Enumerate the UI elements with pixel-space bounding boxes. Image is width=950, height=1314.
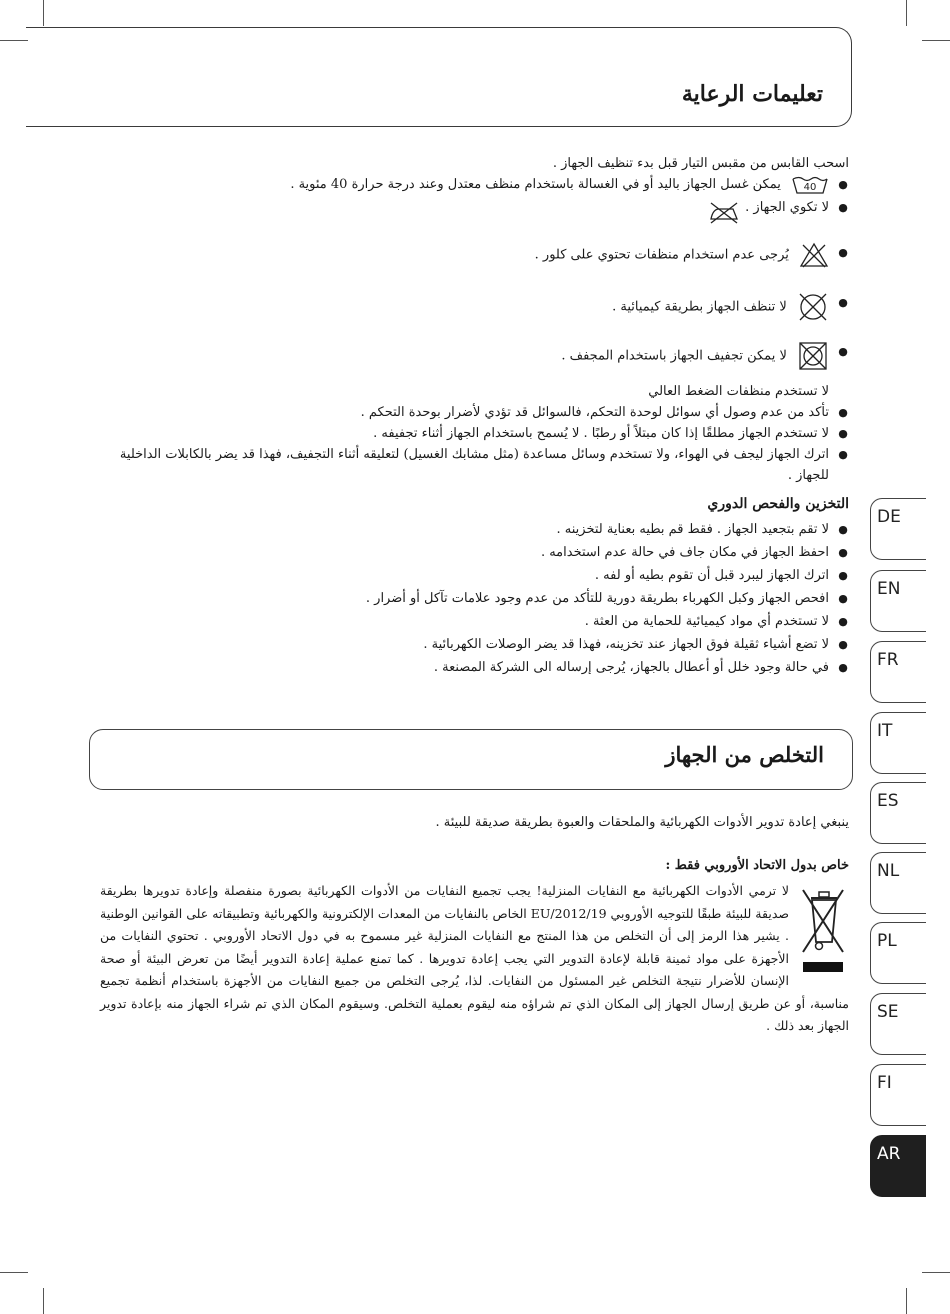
care-header-box <box>26 27 852 127</box>
no-bleach-icon <box>799 242 829 268</box>
lang-tab-label: IT <box>877 721 893 741</box>
care-section <box>89 153 849 486</box>
weee-bin-icon <box>797 880 849 976</box>
lang-tab-it[interactable] <box>870 712 926 774</box>
list-item <box>89 541 849 564</box>
care-list <box>89 174 849 486</box>
lang-tab-es[interactable] <box>870 782 926 844</box>
disposal-header-box <box>89 729 853 790</box>
lang-tab-label: EN <box>877 579 901 599</box>
storage-item-text: افحص الجهاز وكبل الكهرباء بطريقة دورية للتأكد من عدم وجود علامات تآكل أو أضرار . <box>365 591 829 606</box>
lang-tab-label: ES <box>877 791 899 811</box>
lang-tab-label: FR <box>877 650 899 670</box>
crop-mark <box>922 40 950 41</box>
list-item <box>89 381 849 402</box>
list-item <box>89 292 849 337</box>
crop-mark <box>43 1288 44 1314</box>
storage-list <box>89 518 849 679</box>
care-item-text: لا يمكن تجفيف الجهاز باستخدام المجفف . <box>561 348 787 364</box>
list-item <box>89 197 849 242</box>
storage-section <box>89 518 849 679</box>
list-item <box>89 423 849 444</box>
eu-text-block <box>100 880 849 1038</box>
crop-mark <box>922 1272 950 1273</box>
bullet: ● <box>838 638 848 651</box>
list-item <box>89 337 849 381</box>
svg-text:40: 40 <box>803 181 817 193</box>
list-item <box>89 242 849 292</box>
care-item-text: لا تستخدم الجهاز مطلقًا إذا كان مبتلاً أو رطبًا . لا يُسمح باستخدام الجهاز أثناء تجفيفه . <box>373 426 829 441</box>
list-item <box>89 402 849 423</box>
bullet: ● <box>838 406 848 419</box>
care-item-text: اترك الجهاز ليجف في الهواء، ولا تستخدم وسائل مساعدة (مثل مشابك الغسيل) لتعليقه أثناء التجفيف، فهذا قد يضر بالكابلات الداخلية للجهاز . <box>119 447 829 483</box>
list-item <box>89 633 849 656</box>
lang-tab-label: NL <box>877 861 900 881</box>
storage-title: التخزين والفحص الدوري <box>707 496 849 512</box>
list-item <box>89 174 849 197</box>
no-tumble-dry-icon <box>797 341 829 371</box>
lang-tab-se[interactable] <box>870 993 926 1055</box>
wash-40-icon <box>791 175 829 195</box>
list-item <box>89 656 849 679</box>
lang-tab-label: SE <box>877 1002 899 1022</box>
crop-mark <box>0 1272 28 1273</box>
bullet: ● <box>838 296 848 309</box>
lang-tab-label: DE <box>877 507 901 527</box>
care-item-text: لا تنظف الجهاز بطريقة كيميائية . <box>612 299 787 315</box>
list-item <box>89 610 849 633</box>
crop-mark <box>0 40 28 41</box>
eu-paragraph: لا ترمي الأدوات الكهربائية مع النفايات المنزلية! يجب تجميع النفايات من الأدوات الكهربائية بصورة منفصلة وإعادة تدويرها بطريقة صديقة للبيئة طبقًا للتوجيه الأوروبي EU/2012/19 الخاص بالنفايات من المعدات الإلكترونية والكهربائية وتطبيقاته على القوانين الوطنية . يشير هذا الرمز إلى أن التخلص من هذا المنتج مع النفايات المنزلية غير مسموح به في دول الاتحاد الأوروبي . تحتوي النفايات من الأجهزة على مواد ثمينة قابلة لإعادة التدوير التي يجب إعادة تدويرها . كما تمنع عملية إعادة التدوير أيضًا من تعرض البيئة أو صحة الإنسان للأضرار نتيجة التخلص غير المسئول من النفايات. لذا، يُرجى التخلص من جميع النفايات من الأجهزة باستخدام أنظمة تجميع مناسبة، أو عن طريق إرسال الجهاز إلى المكان الذي تم شراؤه منه ليقوم بعملية التخلص. وسيقوم المكان الذي تم شراء الجهاز منه بإعادة تدوير الجهاز بعد ذلك . <box>100 883 849 1033</box>
lang-tab-label: AR <box>877 1144 901 1164</box>
crop-mark <box>906 1288 907 1314</box>
care-item-text: يمكن غسل الجهاز باليد أو في الغسالة باستخدام منظف معتدل وعند درجة حرارة 40 مئوية . <box>290 177 781 192</box>
lang-tab-label: FI <box>877 1073 892 1093</box>
lang-tab-fr[interactable] <box>870 641 926 703</box>
bullet: ● <box>838 345 848 358</box>
disposal-title: التخلص من الجهاز <box>665 742 824 767</box>
storage-item-text: لا تضع أشياء ثقيلة فوق الجهاز عند تخزينه، فهذا قد يضر الوصلات الكهربائية . <box>423 637 829 652</box>
bullet: ● <box>838 615 848 628</box>
lang-tab-fi[interactable] <box>870 1064 926 1126</box>
bullet: ● <box>838 448 848 461</box>
list-item <box>89 564 849 587</box>
storage-item-text: لا تقم بتجعيد الجهاز . فقط قم بطيه بعناية لتخزينه . <box>556 522 829 537</box>
lang-tab-pl[interactable] <box>870 922 926 984</box>
care-item-text: يُرجى عدم استخدام منظفات تحتوي على كلور . <box>534 247 789 263</box>
bullet: ● <box>838 546 848 559</box>
crop-mark <box>43 0 44 26</box>
bullet: ● <box>838 201 848 214</box>
lang-tab-label: PL <box>877 931 897 951</box>
bullet: ● <box>838 661 848 674</box>
lang-tab-en[interactable] <box>870 570 926 632</box>
page-title: تعليمات الرعاية <box>681 81 823 107</box>
list-item <box>89 518 849 541</box>
bullet: ● <box>838 427 848 440</box>
care-item-text: لا تكوي الجهاز . <box>745 200 829 215</box>
lang-tab-de[interactable] <box>870 498 926 560</box>
care-intro: اسحب القابس من مقبس التيار قبل بدء تنظيف الجهاز . <box>552 156 849 171</box>
lang-tab-nl[interactable] <box>870 852 926 914</box>
storage-item-text: لا تستخدم أي مواد كيميائية للحماية من العثة . <box>584 614 829 629</box>
storage-item-text: في حالة وجود خلل أو أعطال بالجهاز، يُرجى إرساله الى الشركة المصنعة . <box>433 660 829 675</box>
crop-mark <box>906 0 907 26</box>
bullet: ● <box>838 592 848 605</box>
no-dry-clean-icon <box>797 292 829 322</box>
no-iron-icon <box>707 199 741 225</box>
bullet: ● <box>838 178 848 191</box>
care-item-text: لا تستخدم منظفات الضغط العالي <box>648 384 829 399</box>
storage-item-text: اترك الجهاز ليبرد قبل أن تقوم بطيه أو لفه . <box>594 568 829 583</box>
list-item <box>89 587 849 610</box>
eu-title: خاص بدول الاتحاد الأوروبي فقط : <box>665 858 849 873</box>
storage-item-text: احفظ الجهاز في مكان جاف في حالة عدم استخدامه . <box>540 545 829 560</box>
bullet: ● <box>838 246 848 259</box>
bullet: ● <box>838 569 848 582</box>
list-item <box>89 444 849 486</box>
recycle-text: ينبغي إعادة تدوير الأدوات الكهربائية والملحقات والعبوة بطريقة صديقة للبيئة . <box>435 815 849 830</box>
care-item-text: تأكد من عدم وصول أي سوائل لوحدة التحكم، فالسوائل قد تؤدي لأضرار بوحدة التحكم . <box>360 405 829 420</box>
bullet: ● <box>838 523 848 536</box>
lang-tab-ar[interactable] <box>870 1135 926 1197</box>
